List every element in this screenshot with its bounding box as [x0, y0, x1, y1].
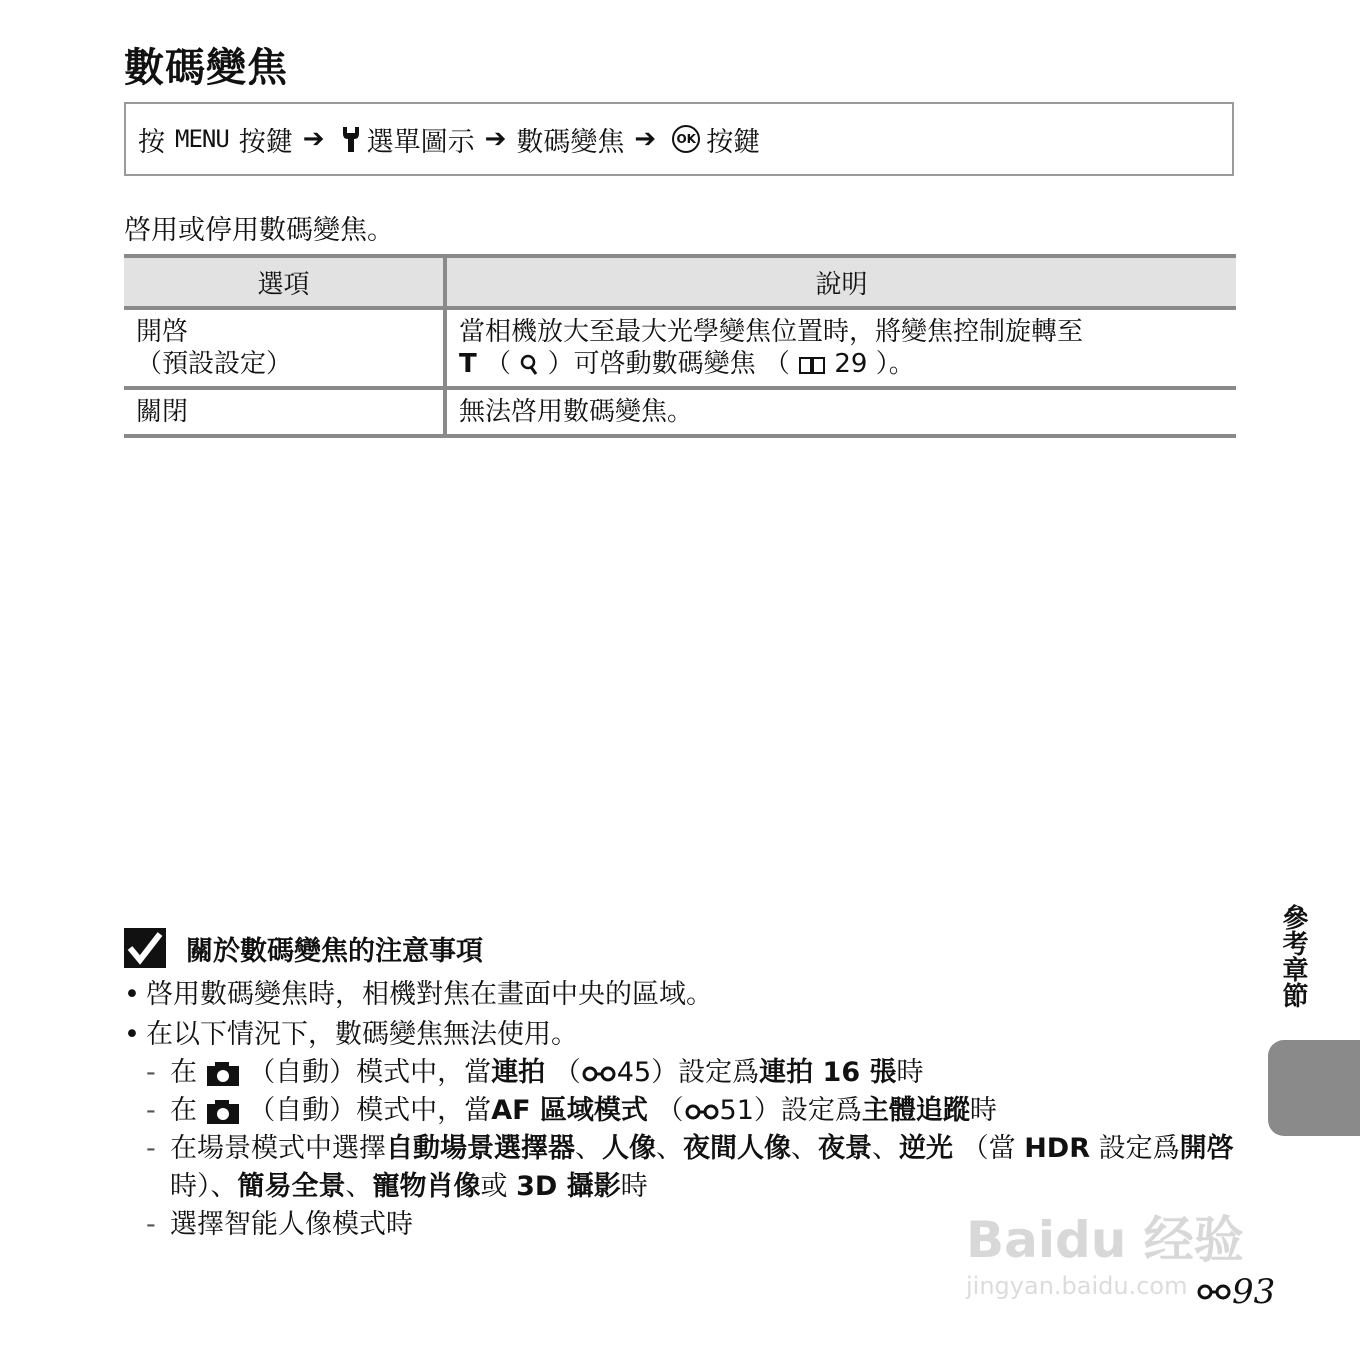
bullet-text: 啓用數碼變焦時，相機對焦在畫面中央的區域。	[146, 979, 713, 1010]
desc-mid: ）可啓動數碼變焦 （	[547, 349, 790, 379]
sub-bold: AF 區域模式	[491, 1095, 648, 1126]
magnify-icon	[519, 354, 539, 376]
nav-menu-icon-label: 選單圖示	[366, 126, 475, 158]
nav-button1: 按鍵	[238, 126, 293, 158]
arrow-icon: ➔	[634, 124, 657, 154]
table-row	[124, 308, 1236, 388]
sub-text: 時	[620, 1171, 648, 1202]
sub-text: 在場景模式中選擇	[170, 1133, 386, 1164]
nav-menu-key: MENU	[175, 125, 229, 153]
sub-text: 51）設定爲	[719, 1095, 862, 1126]
watermark: Baidu 经验	[966, 1211, 1244, 1269]
arrow-icon: ➔	[302, 124, 325, 154]
sub-bold: 自動場景選擇器	[386, 1133, 575, 1164]
sub-text: （自動）模式中，當	[248, 1095, 492, 1126]
option-sub: （預設設定）	[136, 349, 293, 379]
header-description: 說明	[445, 256, 1236, 308]
sub-text: 45）設定爲	[616, 1057, 760, 1088]
sub-bold: 開啓	[1179, 1133, 1234, 1164]
note-title: 關於數碼變焦的注意事項	[186, 935, 483, 967]
sub-text: 選擇智能人像模式時	[170, 1209, 413, 1240]
watermark-url: jingyan.baidu.com	[966, 1272, 1188, 1300]
desc-end: ）。	[875, 349, 915, 379]
bullet-icon: •	[124, 1019, 140, 1050]
sub-text: （	[656, 1095, 684, 1126]
sub-text: 在	[170, 1095, 197, 1126]
sub-text: 、	[791, 1133, 818, 1164]
list-item	[124, 1016, 1244, 1054]
sub-text: （當	[961, 1133, 1016, 1164]
nav-press: 按	[138, 126, 165, 158]
sub-text: 時	[969, 1095, 997, 1126]
sub-text: 、	[345, 1171, 373, 1202]
zoom-t-label: T	[459, 349, 477, 379]
dash-icon: -	[146, 1133, 156, 1164]
wrench-icon	[341, 125, 361, 153]
sub-bold: 簡易全景	[237, 1171, 346, 1202]
dash-icon: -	[146, 1057, 156, 1088]
list-item	[124, 1130, 1244, 1206]
option-cell	[124, 308, 445, 388]
sub-bold: 主體追蹤	[861, 1095, 970, 1126]
camera-icon	[206, 1099, 240, 1125]
list-item	[124, 1092, 1244, 1130]
book-icon	[798, 355, 826, 375]
sub-bold: 逆光	[899, 1133, 953, 1164]
sub-text: （	[553, 1057, 581, 1088]
nav-button2: 按鍵	[706, 126, 761, 158]
sub-bold: 夜間人像	[683, 1133, 791, 1164]
sub-text: 、	[872, 1133, 899, 1164]
intro-text: 啓用或停用數碼變焦。	[124, 215, 394, 246]
arrow-icon: ➔	[484, 124, 507, 154]
table-row	[124, 388, 1236, 436]
sub-text: 時	[896, 1057, 924, 1088]
option-cell: 關閉	[124, 388, 445, 436]
options-table	[124, 254, 1236, 438]
ok-button-icon: OK	[672, 125, 700, 153]
desc-line1: 當相機放大至最大光學變焦位置時，將變焦控制旋轉至	[459, 317, 1084, 347]
sub-text: （自動）模式中，當	[248, 1057, 492, 1088]
reference-icon	[1196, 1283, 1232, 1301]
sub-bold: 夜景	[818, 1133, 872, 1164]
page-title: 數碼變焦	[124, 45, 288, 91]
desc-line2	[459, 348, 1224, 380]
sub-bold: 連拍 16 張	[759, 1057, 897, 1088]
dash-icon: -	[146, 1209, 156, 1240]
bullet-icon: •	[124, 979, 140, 1010]
page-number	[1196, 1272, 1275, 1312]
page-number-text: 93	[1232, 1272, 1276, 1312]
camera-icon	[206, 1061, 240, 1087]
sub-bold: HDR	[1024, 1133, 1090, 1164]
bullet-text: 在以下情況下，數碼變焦無法使用。	[146, 1019, 578, 1050]
header-option: 選項	[124, 256, 445, 308]
sub-bold: 連拍	[491, 1057, 546, 1088]
sub-bold: 寵物肖像	[372, 1171, 481, 1202]
sub-bold: 人像	[602, 1133, 656, 1164]
description-cell: 無法啓用數碼變焦。	[445, 388, 1236, 436]
side-tab-label: 參考章節	[1278, 904, 1308, 1008]
sub-text: 在	[170, 1057, 197, 1088]
sub-text: 、	[656, 1133, 683, 1164]
dash-icon: -	[146, 1095, 156, 1126]
menu-path-box	[124, 102, 1234, 176]
description-cell	[445, 308, 1236, 388]
note-header	[124, 928, 1244, 968]
sub-text: 時）、	[170, 1171, 238, 1202]
sub-text: 設定爲	[1098, 1133, 1180, 1164]
reference-icon	[581, 1065, 617, 1083]
sub-bold: 3D 攝影	[516, 1171, 621, 1202]
desc-ref: 29	[834, 349, 868, 379]
side-tab	[1268, 1040, 1360, 1136]
list-item	[124, 1054, 1244, 1092]
list-item	[124, 976, 1244, 1014]
option-label: 開啓	[136, 317, 189, 347]
sub-text: 或	[480, 1171, 508, 1202]
check-icon	[124, 928, 166, 968]
nav-item: 數碼變焦	[516, 126, 625, 158]
reference-icon	[684, 1103, 720, 1121]
sub-text: 、	[575, 1133, 602, 1164]
note-section	[124, 928, 1244, 1244]
desc-paren-open: （	[485, 349, 512, 379]
table-header-row	[124, 256, 1236, 308]
